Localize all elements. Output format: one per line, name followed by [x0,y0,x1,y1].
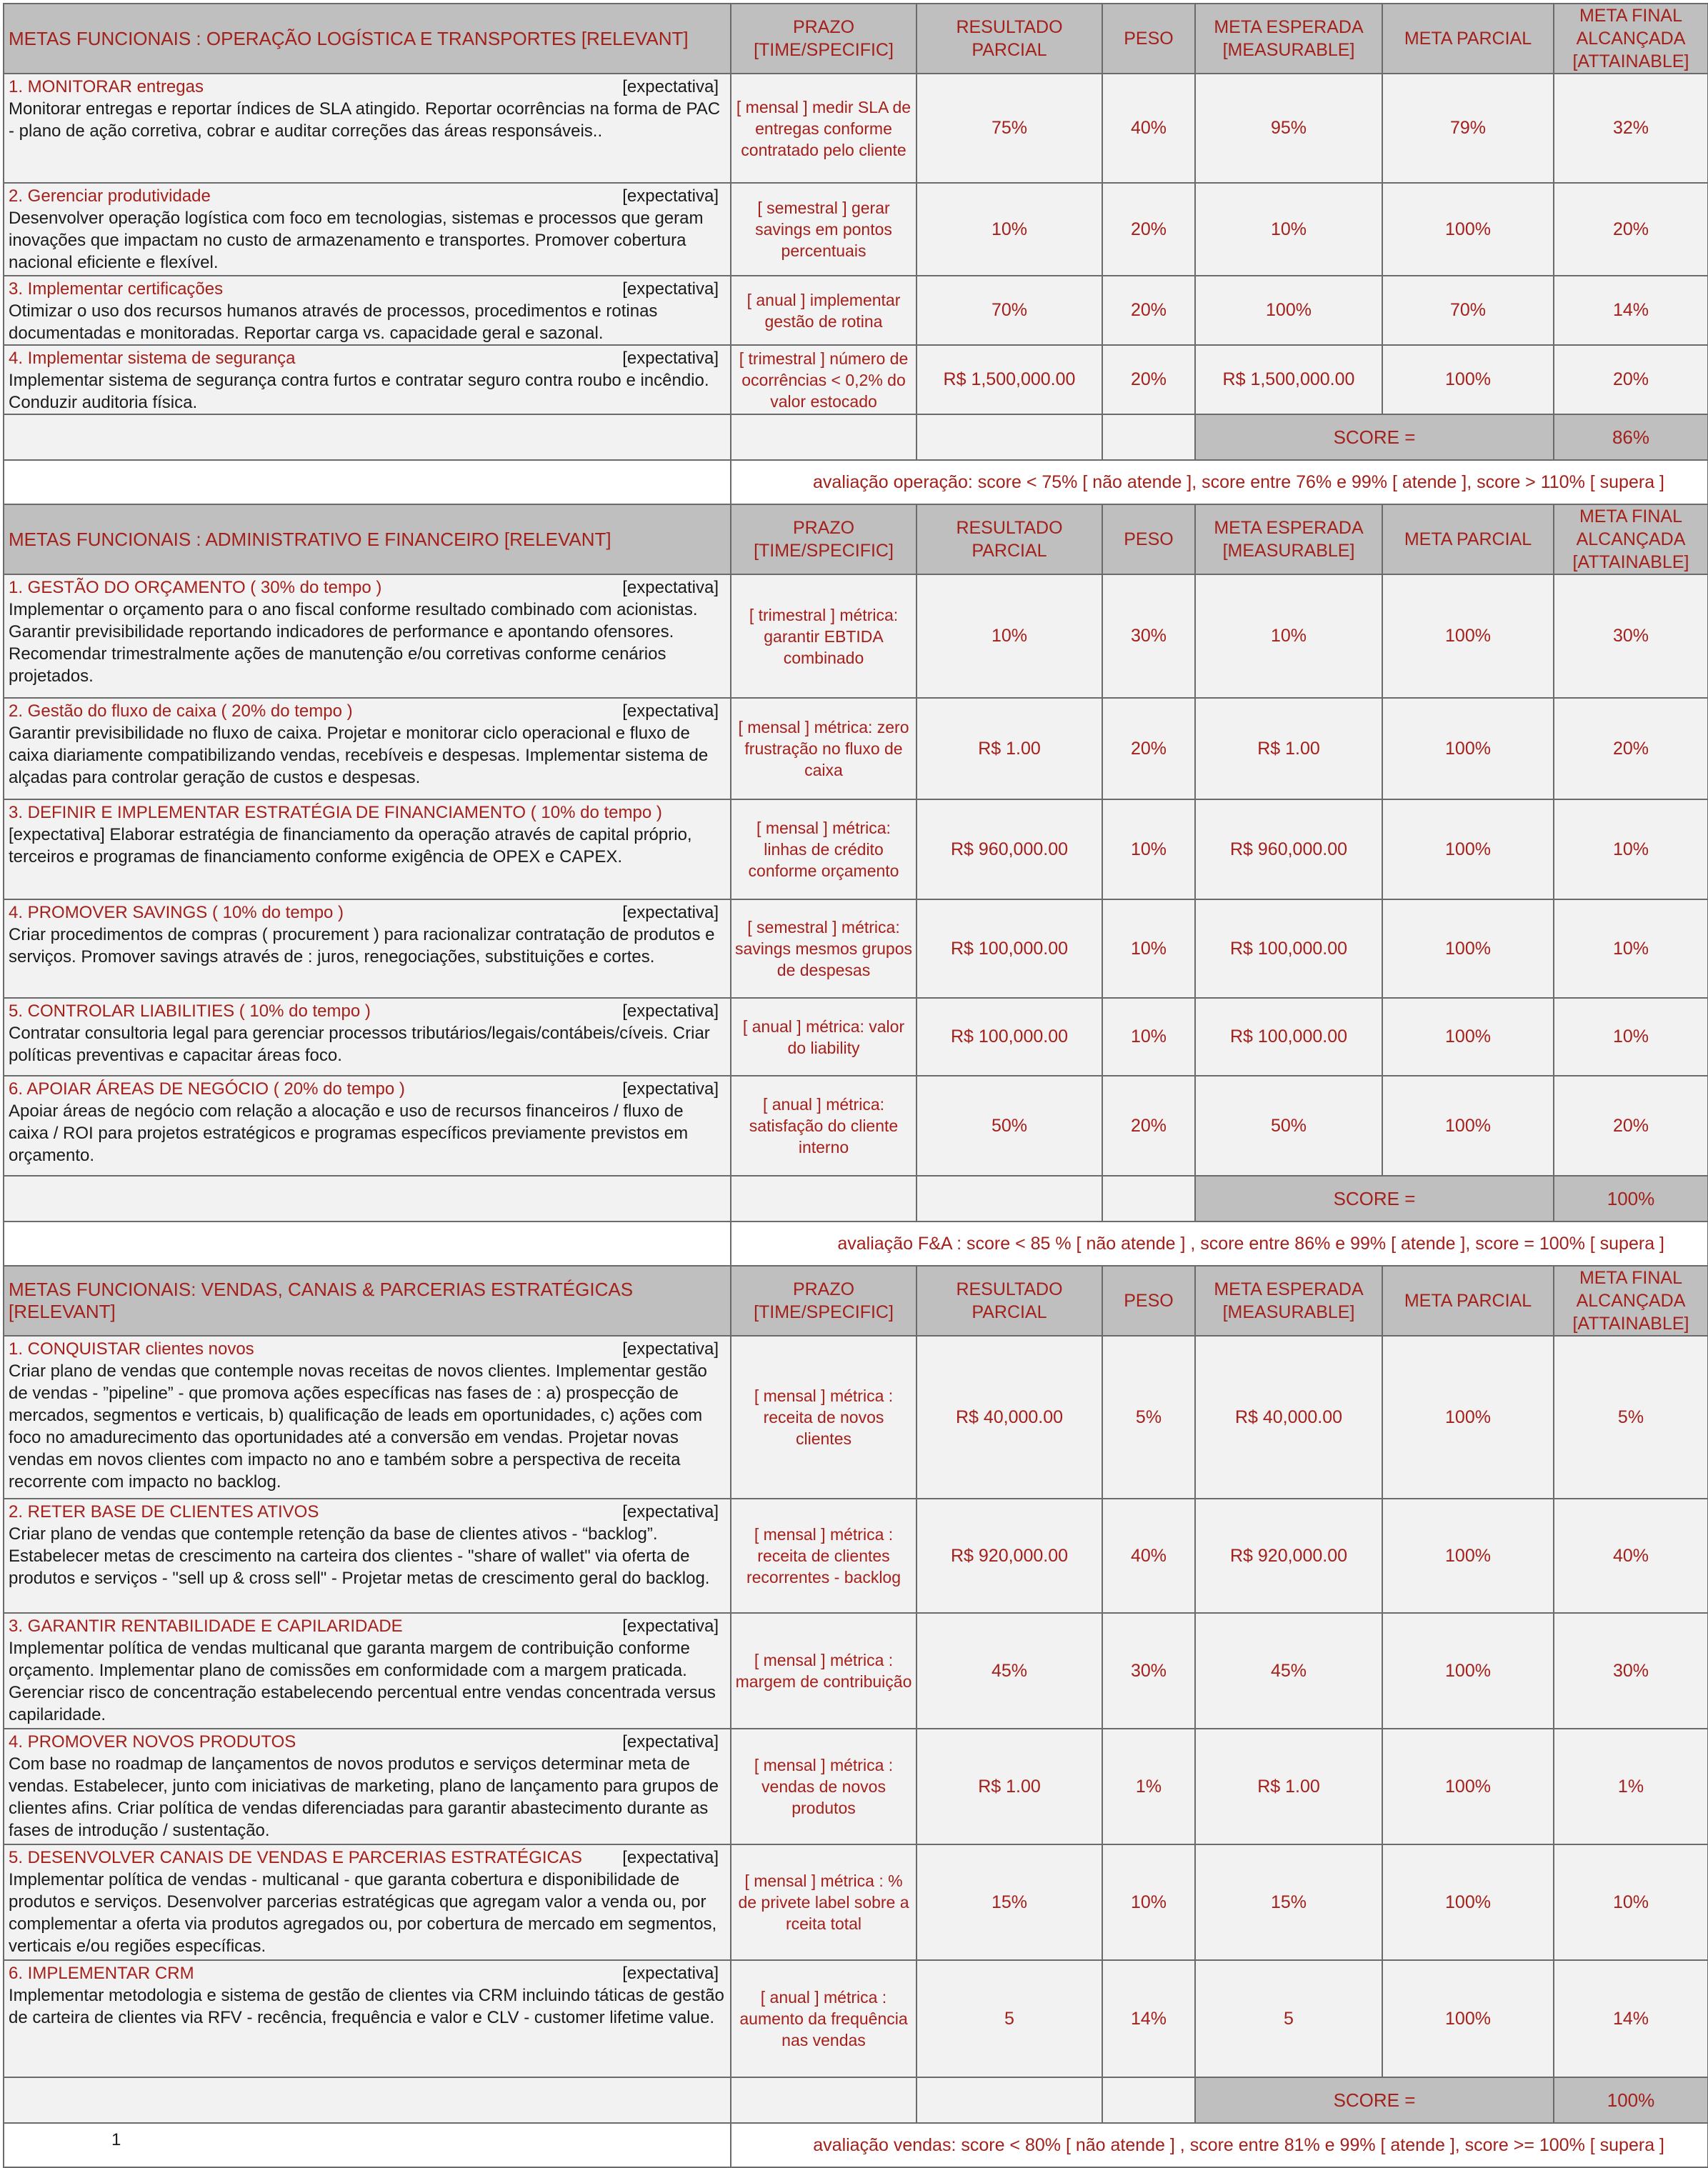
score-row [4,414,1708,460]
goal-description-cell [4,1076,731,1176]
goal-description-cell [4,998,731,1076]
goal-resultado: 70% [917,276,1102,345]
goal-peso: 20% [1102,345,1195,414]
goal-row [4,1960,1708,2077]
score-label: SCORE = [1195,1176,1554,1222]
column-header-prazo: PRAZO [TIME/SPECIFIC] [731,504,917,574]
goal-title: 5. CONTROLAR LIABILITIES ( 10% do tempo ) [9,1001,371,1021]
goal-text: Implementar o orçamento para o ano fiscal conforme resultado combinado com acionistas. Garantir previsibilidade reportando indicadores de performance e apontando ofensores. Recomendar trimestralmente ações de manutenção e/ou corretivas conforme cenários projetados. [9,600,698,686]
goal-meta-parcial: 100% [1382,345,1554,414]
goal-row [4,345,1708,414]
goal-text: Implementar sistema de segurança contra furtos e contratar seguro contra roubo e incêndio. Conduzir auditoria física. [9,371,709,412]
expectation-tag: [expectativa] [622,701,719,721]
goal-prazo: [ mensal ] métrica: zero frustração no fluxo de caixa [731,698,917,799]
empty-cell [4,460,731,504]
score-row [4,2077,1708,2123]
column-header-meta-parcial: META PARCIAL [1382,504,1554,574]
goal-peso: 5% [1102,1336,1195,1499]
goal-row [4,1613,1708,1729]
expectation-tag: [expectativa] [622,77,719,96]
goal-meta-esperada: 5 [1195,1960,1382,2077]
goal-meta-parcial: 100% [1382,998,1554,1076]
empty-cell [1102,1176,1195,1222]
goal-meta-final: 10% [1554,1844,1708,1960]
goal-meta-parcial: 100% [1382,1499,1554,1613]
goal-description-cell [4,74,731,183]
column-header-meta-esperada: META ESPERADA [MEASURABLE] [1195,1266,1382,1336]
empty-cell [731,1176,917,1222]
goal-title: 3. GARANTIR RENTABILIDADE E CAPILARIDADE [9,1617,403,1636]
goal-peso: 30% [1102,1613,1195,1729]
goal-prazo: [ mensal ] métrica: linhas de crédito conforme orçamento [731,799,917,899]
evaluation-note: avaliação operação: score < 75% [ não atende ], score entre 76% e 99% [ atende ], score > 110% [ supera ] [731,460,1708,504]
goal-title: 2. Gerenciar produtividade [9,186,211,206]
goal-meta-parcial: 100% [1382,1613,1554,1729]
goal-meta-parcial: 100% [1382,1729,1554,1844]
goal-title: 1. CONQUISTAR clientes novos [9,1339,254,1359]
goals-sheet [3,3,1708,2168]
goal-row [4,1499,1708,1613]
column-header-resultado: RESULTADO PARCIAL [917,504,1102,574]
goal-description-cell [4,1613,731,1729]
goal-resultado: 50% [917,1076,1102,1176]
section-header [4,1266,1708,1336]
goal-description-cell [4,276,731,345]
goal-meta-esperada: 50% [1195,1076,1382,1176]
goal-meta-final: 30% [1554,574,1708,698]
goal-resultado: R$ 920,000.00 [917,1499,1102,1613]
goal-title: 3. Implementar certificações [9,279,224,299]
goal-resultado: 5 [917,1960,1102,2077]
goal-title: 5. DESENVOLVER CANAIS DE VENDAS E PARCERIAS ESTRATÉGICAS [9,1848,582,1867]
goal-row [4,183,1708,276]
goal-text-block [9,824,726,868]
goal-meta-final: 10% [1554,899,1708,998]
evaluation-row [4,2123,1708,2167]
goal-meta-parcial: 79% [1382,74,1554,183]
goal-row [4,574,1708,698]
expectation-tag: [expectativa] [622,578,719,597]
goals-table [3,3,1708,2168]
goal-title: 4. PROMOVER NOVOS PRODUTOS [9,1732,296,1752]
goal-description-cell [4,1499,731,1613]
goal-peso: 20% [1102,698,1195,799]
evaluation-row [4,460,1708,504]
goal-title: 4. Implementar sistema de segurança [9,349,296,368]
goal-resultado: 10% [917,574,1102,698]
goal-resultado: 75% [917,74,1102,183]
empty-cell [917,1176,1102,1222]
goal-description-cell [4,899,731,998]
goal-row [4,799,1708,899]
expectation-tag: [expectativa] [622,1339,719,1359]
goal-meta-parcial: 100% [1382,1960,1554,2077]
expectation-tag: [expectativa] [622,1732,719,1752]
goal-title: 6. IMPLEMENTAR CRM [9,1964,194,1983]
goal-prazo: [ mensal ] medir SLA de entregas conforme contratado pelo cliente [731,74,917,183]
column-header-meta-esperada: META ESPERADA [MEASURABLE] [1195,504,1382,574]
empty-cell [917,2077,1102,2123]
goal-prazo: [ anual ] métrica: satisfação do cliente interno [731,1076,917,1176]
goal-meta-esperada: R$ 960,000.00 [1195,799,1382,899]
empty-cell [4,414,731,460]
goal-description-cell [4,1336,731,1499]
goal-meta-final: 20% [1554,345,1708,414]
expectation-tag: [expectativa] [622,903,719,922]
goal-peso: 40% [1102,74,1195,183]
goal-description-cell [4,799,731,899]
goal-prazo: [ anual ] métrica : aumento da frequência nas vendas [731,1960,917,2077]
goal-meta-esperada: 10% [1195,183,1382,276]
goal-description-cell [4,574,731,698]
goal-meta-final: 5% [1554,1336,1708,1499]
column-header-peso: PESO [1102,504,1195,574]
goal-prazo: [ mensal ] métrica : receita de novos clientes [731,1336,917,1499]
goal-meta-esperada: R$ 1.00 [1195,1729,1382,1844]
goal-title: 3. DEFINIR E IMPLEMENTAR ESTRATÉGIA DE FINANCIAMENTO ( 10% do tempo ) [9,803,662,822]
column-header-resultado: RESULTADO PARCIAL [917,4,1102,74]
column-header-meta-final: META FINAL ALCANÇADA [ATTAINABLE] [1554,504,1708,574]
goal-peso: 10% [1102,998,1195,1076]
goal-resultado: R$ 1,500,000.00 [917,345,1102,414]
goal-resultado: R$ 100,000.00 [917,998,1102,1076]
goal-resultado: R$ 960,000.00 [917,799,1102,899]
goal-title: 2. RETER BASE DE CLIENTES ATIVOS [9,1502,319,1522]
section-title: METAS FUNCIONAIS : OPERAÇÃO LOGÍSTICA E TRANSPORTES [RELEVANT] [4,4,731,74]
goal-meta-final: 20% [1554,1076,1708,1176]
goal-resultado: 45% [917,1613,1102,1729]
empty-cell [4,2077,731,2123]
expectation-tag: [expectativa] [622,279,719,299]
goal-resultado: 15% [917,1844,1102,1960]
goal-title: 1. GESTÃO DO ORÇAMENTO ( 30% do tempo ) [9,578,382,597]
goal-peso: 1% [1102,1729,1195,1844]
goal-title: 1. MONITORAR entregas [9,77,204,96]
expectation-tag: [expectativa] [622,1848,719,1867]
goal-description-cell [4,183,731,276]
goal-row [4,276,1708,345]
goal-text: Garantir previsibilidade no fluxo de caixa. Projetar e monitorar ciclo operacional e fluxo de caixa diariamente compatibilizando vendas, recebíveis e despesas. Implementar sistema de alçadas para controlar geração de custos e despesas. [9,724,709,787]
expectation-tag: [expectativa] [622,186,719,206]
column-header-meta-parcial: META PARCIAL [1382,1266,1554,1336]
goal-prazo: [ semestral ] gerar savings em pontos percentuais [731,183,917,276]
goal-resultado: 10% [917,183,1102,276]
goal-peso: 40% [1102,1499,1195,1613]
goal-resultado: R$ 40,000.00 [917,1336,1102,1499]
goal-row [4,74,1708,183]
goal-peso: 20% [1102,1076,1195,1176]
goal-meta-esperada: 15% [1195,1844,1382,1960]
goal-text: Monitorar entregas e reportar índices de SLA atingido. Reportar ocorrências na forma de PAC - plano de ação corretiva, cobrar e auditar correções das áreas responsáveis.. [9,99,721,141]
expectation-tag: [expectativa] [622,1617,719,1636]
empty-cell [4,1176,731,1222]
goal-text: Criar plano de vendas que contemple novas receitas de novos clientes. Implementar gestão de vendas - ”pipeline” - que promova ações específicas nas fases de : a) prospecção de mercados, segmentos e verticais, b) qualificação de leads em oportunidades, c) ações com foco no amadurecimento das oportunidades até a conversão em vendas. Projetar novas vendas em novos clientes com impacto no ano e também sobre a perspectiva de receita recorrente com impacto no backlog. [9,1362,707,1492]
goal-meta-final: 40% [1554,1499,1708,1613]
score-row [4,1176,1708,1222]
goal-peso: 30% [1102,574,1195,698]
expectation-tag: [expectativa] [9,825,105,844]
score-value: 86% [1554,414,1708,460]
goal-prazo: [ trimestral ] métrica: garantir EBTIDA combinado [731,574,917,698]
column-header-meta-final: META FINAL ALCANÇADA [ATTAINABLE] [1554,4,1708,74]
goal-title: 2. Gestão do fluxo de caixa ( 20% do tempo ) [9,701,353,721]
goal-meta-parcial: 100% [1382,1336,1554,1499]
goal-row [4,1076,1708,1176]
goal-meta-parcial: 100% [1382,574,1554,698]
section-title: METAS FUNCIONAIS: VENDAS, CANAIS & PARCERIAS ESTRATÉGICAS [RELEVANT] [4,1266,731,1336]
goal-meta-parcial: 100% [1382,698,1554,799]
goal-prazo: [ trimestral ] número de ocorrências < 0,2% do valor estocado [731,345,917,414]
column-header-prazo: PRAZO [TIME/SPECIFIC] [731,1266,917,1336]
goal-text: Elaborar estratégia de financiamento da operação através de capital próprio, terceiros e programas de financiamento conforme exigência de OPEX e CAPEX. [9,825,692,866]
section-header [4,504,1708,574]
goal-meta-parcial: 100% [1382,1844,1554,1960]
goal-meta-esperada: R$ 1,500,000.00 [1195,345,1382,414]
goal-meta-parcial: 100% [1382,799,1554,899]
goal-text: Criar plano de vendas que contemple retenção da base de clientes ativos - “backlog”. Estabelecer metas de crescimento na carteira dos clientes - "share of wallet" via oferta de produtos e serviços - "sell up & cross sell" - Projetar metas de crescimento geral do backlog. [9,1524,710,1588]
goal-meta-esperada: R$ 40,000.00 [1195,1336,1382,1499]
goal-text: Criar procedimentos de compras ( procurement ) para racionalizar contratação de produtos e serviços. Promover savings através de : juros, renegociações, substituições e cortes. [9,925,715,966]
goal-peso: 10% [1102,1844,1195,1960]
evaluation-note: avaliação vendas: score < 80% [ não atende ] , score entre 81% e 99% [ atende ], score >= 100% [ supera ] [731,2123,1708,2167]
goal-meta-final: 14% [1554,1960,1708,2077]
column-header-peso: PESO [1102,1266,1195,1336]
goal-meta-parcial: 100% [1382,899,1554,998]
goal-row [4,899,1708,998]
empty-cell [4,1222,731,1266]
column-header-meta-esperada: META ESPERADA [MEASURABLE] [1195,4,1382,74]
goal-meta-esperada: R$ 100,000.00 [1195,899,1382,998]
column-header-meta-final: META FINAL ALCANÇADA [ATTAINABLE] [1554,1266,1708,1336]
goal-meta-esperada: R$ 920,000.00 [1195,1499,1382,1613]
goal-peso: 10% [1102,899,1195,998]
goal-row [4,1844,1708,1960]
score-value: 100% [1554,1176,1708,1222]
expectation-tag: [expectativa] [622,1502,719,1522]
goal-meta-esperada: 45% [1195,1613,1382,1729]
goal-text: Implementar política de vendas multicanal que garanta margem de contribuição conforme orçamento. Implementar plano de comissões em conformidade com a margem praticada. Gerenciar risco de concentração estabelecendo percentual entre vendas concentrada versus capilaridade. [9,1639,716,1724]
goal-row [4,698,1708,799]
goal-resultado: R$ 100,000.00 [917,899,1102,998]
goal-resultado: R$ 1.00 [917,698,1102,799]
goal-meta-esperada: R$ 1.00 [1195,698,1382,799]
score-value: 100% [1554,2077,1708,2123]
goal-peso: 20% [1102,276,1195,345]
goal-prazo: [ mensal ] métrica : receita de clientes recorrentes - backlog [731,1499,917,1613]
column-header-meta-parcial: META PARCIAL [1382,4,1554,74]
page-number: 1 [111,2130,121,2149]
column-header-peso: PESO [1102,4,1195,74]
empty-cell [917,414,1102,460]
goal-row [4,1729,1708,1844]
goal-prazo: [ mensal ] métrica : % de privete label sobre a rceita total [731,1844,917,1960]
goal-text: Com base no roadmap de lançamentos de novos produtos e serviços determinar meta de vendas. Estabelecer, junto com iniciativas de marketing, plano de lançamento para grupos de clientes afins. Criar política de vendas diferenciadas para garantir abastecimento durante as fases de introdução / sustentação. [9,1754,719,1840]
goal-meta-final: 30% [1554,1613,1708,1729]
goal-text: Desenvolver operação logística com foco em tecnologias, sistemas e processos que geram inovações que impactam no custo de armazenamento e transportes. Promover cobertura nacional eficiente e flexível. [9,209,704,272]
goal-meta-parcial: 70% [1382,276,1554,345]
goal-text: Implementar metodologia e sistema de gestão de clientes via CRM incluindo táticas de gestão de carteira de clientes via RFV - recência, frequência e valor e CLV - customer lifetime value. [9,1986,724,2027]
goal-description-cell [4,345,731,414]
goal-meta-esperada: 100% [1195,276,1382,345]
score-label: SCORE = [1195,2077,1554,2123]
goal-meta-esperada: R$ 100,000.00 [1195,998,1382,1076]
goal-meta-final: 14% [1554,276,1708,345]
column-header-resultado: RESULTADO PARCIAL [917,1266,1102,1336]
goal-text: Implementar política de vendas - multicanal - que garanta cobertura e disponibilidade de produtos e serviços. Desenvolver parcerias estratégicas que agregam valor a venda ou, por complementar a oferta via produtos agregados ou, por cobertura de mercado em segmentos, verticais e/ou regiões específicas. [9,1870,717,1956]
goal-description-cell [4,1844,731,1960]
empty-cell [1102,414,1195,460]
goal-prazo: [ mensal ] métrica : margem de contribuição [731,1613,917,1729]
goal-description-cell [4,698,731,799]
goal-prazo: [ mensal ] métrica : vendas de novos produtos [731,1729,917,1844]
goal-prazo: [ semestral ] métrica: savings mesmos grupos de despesas [731,899,917,998]
goal-prazo: [ anual ] métrica: valor do liability [731,998,917,1076]
evaluation-note: avaliação F&A : score < 85 % [ não atende ] , score entre 86% e 99% [ atende ], score = 100% [ supera ] [731,1222,1708,1266]
column-header-prazo: PRAZO [TIME/SPECIFIC] [731,4,917,74]
goal-meta-final: 20% [1554,698,1708,799]
score-label: SCORE = [1195,414,1554,460]
goal-prazo: [ anual ] implementar gestão de rotina [731,276,917,345]
goal-peso: 10% [1102,799,1195,899]
goal-title: 4. PROMOVER SAVINGS ( 10% do tempo ) [9,903,344,922]
section-header [4,4,1708,74]
goal-description-cell [4,1960,731,2077]
goal-title: 6. APOIAR ÁREAS DE NEGÓCIO ( 20% do tempo ) [9,1079,405,1099]
goal-meta-final: 10% [1554,799,1708,899]
goal-peso: 14% [1102,1960,1195,2077]
empty-cell [731,414,917,460]
goal-text: Contratar consultoria legal para gerenciar processos tributários/legais/contábeis/cíveis. Criar políticas preventivas e capacitar áreas foco. [9,1024,710,1065]
expectation-tag: [expectativa] [622,1964,719,1983]
goal-meta-final: 10% [1554,998,1708,1076]
evaluation-row [4,1222,1708,1266]
goal-row [4,1336,1708,1499]
goal-meta-esperada: 95% [1195,74,1382,183]
goal-meta-esperada: 10% [1195,574,1382,698]
goal-meta-parcial: 100% [1382,183,1554,276]
goal-meta-parcial: 100% [1382,1076,1554,1176]
goal-row [4,998,1708,1076]
goal-text: Otimizar o uso dos recursos humanos através de processos, procedimentos e rotinas documentadas e monitoradas. Reportar carga vs. capacidade geral e sazonal. [9,301,658,343]
goal-peso: 20% [1102,183,1195,276]
goal-text: Apoiar áreas de negócio com relação a alocação e uso de recursos financeiros / fluxo de caixa / ROI para projetos estratégicos e programas específicos previamente previstos em orçamento. [9,1102,689,1165]
empty-cell [1102,2077,1195,2123]
goal-meta-final: 32% [1554,74,1708,183]
expectation-tag: [expectativa] [622,1079,719,1099]
section-title: METAS FUNCIONAIS : ADMINISTRATIVO E FINANCEIRO [RELEVANT] [4,504,731,574]
expectation-tag: [expectativa] [622,349,719,368]
empty-cell [731,2077,917,2123]
goal-meta-final: 1% [1554,1729,1708,1844]
goal-meta-final: 20% [1554,183,1708,276]
expectation-tag: [expectativa] [622,1001,719,1021]
goal-resultado: R$ 1.00 [917,1729,1102,1844]
goal-description-cell [4,1729,731,1844]
